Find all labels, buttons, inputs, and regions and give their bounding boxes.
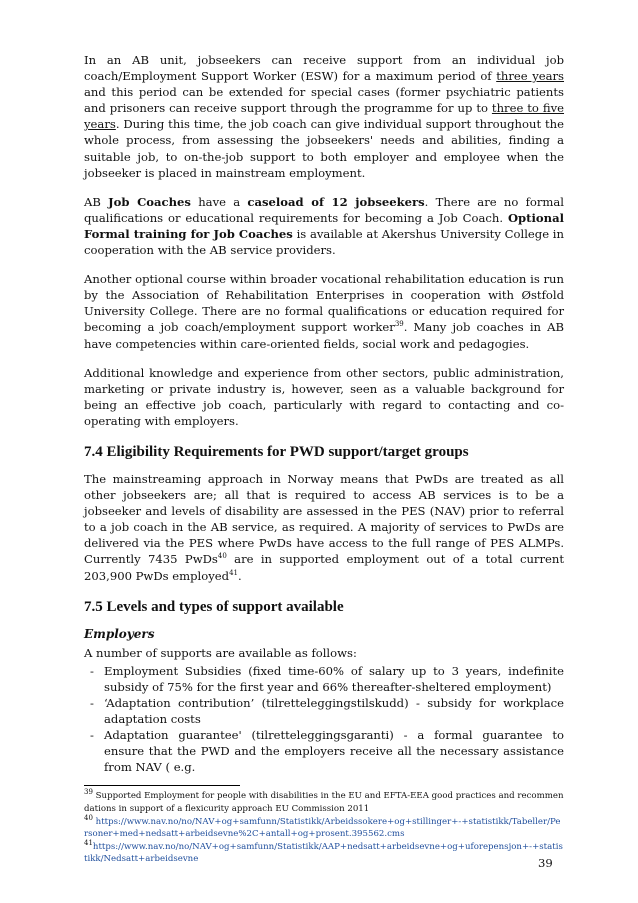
footnote-ref-39[interactable]: 39 [394, 320, 404, 329]
subheading-employers: Employers [84, 626, 155, 641]
footnote-41-link[interactable]: https://www.nav.no/no/NAV+og+samfunn/Statistikk/AAP+nedsatt+arbeidsevne+og+uforepensjon+-+statistikk/Nedsatt+arbeidsevne [84, 841, 563, 865]
footnote-41: $^{41}$https://www.nav.no/no/NAV+og+samfunn/Statistikk/AAP+nedsatt+arbeidsevne+og+uforepensjon+-+statistikk/Nedsatt+arbeidsevne [84, 838, 563, 865]
paragraph-caseload: AB Job Coaches have a caseload of 12 jobseekers. There are no formal qualifications or educational requirements for becoming a Job Coach. Optional Formal training for Job Coaches is available at Akershus University College in cooperation with the AB service providers. [84, 194, 564, 258]
footnote-40-link[interactable]: https://www.nav.no/no/NAV+og+samfunn/Statistikk/Arbeidssokere+og+stillinger+-+statistikk/Tabeller/Personer+med+nedsatt+arbeidsevne%2C+antall+og+prosent.395562.cms [84, 816, 561, 840]
list-item: - Employment Subsidies (fixed time-60% of salary up to 3 years, indefinite subsidy of 75% for the first year and 66% thereafter-sheltered employment) [90, 663, 564, 694]
list-item: - Adaptation guarantee' (tilretteleggingsgaranti) - a formal guarantee to ensure that the PWD and the employers receive all the necessary assistance from NAV ( e.g. [90, 728, 564, 775]
footnote-ref-40[interactable]: 40 [217, 552, 227, 561]
section-heading-7-5: 7.5 Levels and types of support available [84, 598, 344, 615]
supports-intro: A number of supports are available as follows: [84, 645, 357, 660]
document-page [84, 52, 564, 866]
footnote-separator [84, 785, 240, 786]
underlined-three-to-five-years: three to five years [84, 101, 565, 132]
paragraph-additional-knowledge: Additional knowledge and experience from other sectors, public administration, marketing or private industry is, however, seen as a valuable background for being an effective job coach, particularly with regard to contacting and co-operating with employers. [84, 365, 564, 428]
underlined-three-years: three years [496, 69, 565, 84]
footnote-ref-41[interactable]: 41 [229, 568, 239, 577]
section-heading-7-4: 7.4 Eligibility Requirements for PWD support/target groups [84, 443, 469, 460]
list-item: - ‘Adaptation contribution’ (tilretteleggingstilskudd) - subsidy for workplace adaptation costs [90, 695, 564, 726]
footnote-40: $^{40}$ https://www.nav.no/no/NAV+og+samfunn/Statistikk/Arbeidssokere+og+stillinger+-+statistikk/Tabeller/Personer+med+nedsatt+arbeidsevne%2C+antall+og+prosent.395562.cms [84, 813, 561, 840]
supports-list [84, 663, 564, 776]
footnote-39: $^{39}$ Supported Employment for people with disabilities in the EU and EFTA-EEA good practices and recommendations in support of a flexicurity approach EU Commission 2011 [84, 788, 564, 814]
page-number: 39 [538, 856, 553, 870]
paragraph-eligibility: The mainstreaming approach in Norway means that PwDs are treated as all other jobseekers are; all that is required to access AB services is to be a jobseeker and levels of disability are assessed in the PES (NAV) prior to referral to a job coach in the AB service, as required. A majority of services to PwDs are delivered via the PES where PwDs have access to the full range of PES ALMPs. Currently 7435 PwDs$^{40}$ are in supported employment out of a total current 203,900 PwDs employed$^{41}$. [84, 471, 564, 583]
paragraph-optional-course: Another optional course within broader vocational rehabilitation education is run by the Association of Rehabilitation Enterprises in cooperation with Østfold University College. There are no formal qualifications or education required for becoming a job coach/employment support worker$^{39}$. Many job coaches in AB have competencies within care-oriented fields, social work and pedagogies. [84, 272, 564, 351]
paragraph-job-coach-period: In an AB unit, jobseekers can receive support from an individual job coach/Employment Support Worker (ESW) for a maximum period of three years and this period can be extended for special cases (former psychiatric patients and prisoners can receive support through the programme for up to three to five years. During this time, the job coach can give individual support throughout the whole process, from assessing the jobseekers' needs and abilities, finding a suitable job, to on-the-job support to both employer and employee when the jobseeker is placed in mainstream employment. [84, 53, 565, 180]
